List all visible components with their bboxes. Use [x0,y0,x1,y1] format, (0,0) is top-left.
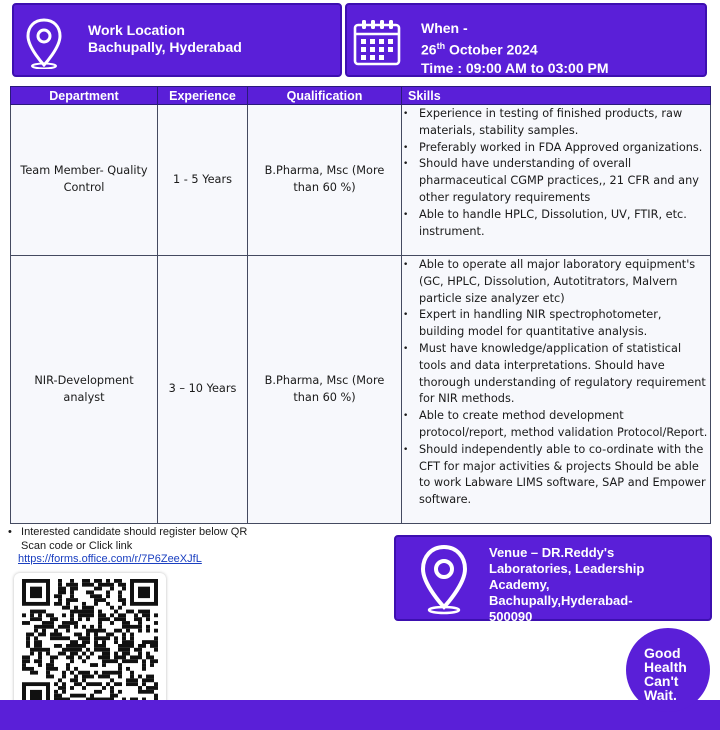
skill-item: • Able to create method development protocol/report, method validation Protocol/Report. [402,408,708,442]
registration-instructions [8,526,247,567]
good-health-badge [626,628,710,712]
footer-bar [0,700,720,730]
qualification-cell: B.Pharma, Msc (More than 60 %) [248,256,402,524]
map-pin-icon [24,17,64,69]
when-title: When - [421,20,468,36]
skill-item: • Expert in handling NIR spectrophotometer, building model for quantitative analysis. [402,307,708,341]
header-experience: Experience [158,87,248,105]
table-row [11,256,711,524]
skill-item: • Should have understanding of overall pharmaceutical CGMP practices,, 21 CFR and any other regulatory requirements [402,156,708,206]
work-location-banner [12,3,342,77]
date-time-banner [345,3,707,77]
table-header-row [11,87,711,105]
calendar-icon [351,16,403,68]
qualification-cell: B.Pharma, Msc (More than 60 %) [248,105,402,256]
register-line-2: Scan code or Click link [21,539,133,552]
map-pin-icon [418,543,470,615]
badge-line: Wait. [644,687,677,703]
experience-cell: 3 – 10 Years [158,256,248,524]
skill-item: • Must have knowledge/application of statistical tools and data interpretations. Should have thorough understanding of regulatory requirement for NIR methods. [402,341,708,408]
skill-item: • Experience in testing of finished products, raw materials, stability samples. [402,106,708,140]
venue-text: Venue – DR.Reddy's Laboratories, Leadership Academy, Bachupally,Hyderabad-500090 [489,545,645,624]
experience-cell: 1 - 5 Years [158,105,248,256]
venue-banner [394,535,712,624]
badge-line: Can't [644,673,679,689]
register-line-1: • Interested candidate should register below QR [8,526,248,538]
job-openings-table [10,86,711,524]
when-date: 26th October 2024 [421,41,538,58]
qr-code[interactable] [22,579,158,709]
skills-list [402,257,708,509]
skills-list [402,106,708,240]
badge-line: Health [644,659,687,675]
header-skills: Skills [402,87,711,105]
qr-code-box[interactable] [14,573,166,715]
header-department: Department [11,87,158,105]
skills-cell [402,256,711,524]
skills-cell [402,105,711,256]
when-time: Time : 09:00 AM to 03:00 PM [421,59,609,76]
department-cell: Team Member- Quality Control [11,105,158,256]
skill-item: • Should independently able to co-ordinate with the CFT for major activities & projects Should be able to work Labware LIMS software, SAP and Empower software. [402,442,708,509]
header-qualification: Qualification [248,87,402,105]
table-row [11,105,711,256]
location-title: Work Location [88,22,185,38]
skill-item: • Able to handle HPLC, Dissolution, UV, FTIR, etc. instrument. [402,207,708,241]
registration-link[interactable]: https://forms.office.com/r/7P6ZeeXJfL [18,553,202,565]
skill-item: • Preferably worked in FDA Approved organizations. [402,140,708,157]
location-value: Bachupally, Hyderabad [88,39,242,55]
skill-item: • Able to operate all major laboratory equipment's (GC, HPLC, Dissolution, Autotitrators, Malvern particle size analyzer etc) [402,257,708,307]
department-cell: NIR-Development analyst [11,256,158,524]
badge-line: Good [644,645,681,661]
